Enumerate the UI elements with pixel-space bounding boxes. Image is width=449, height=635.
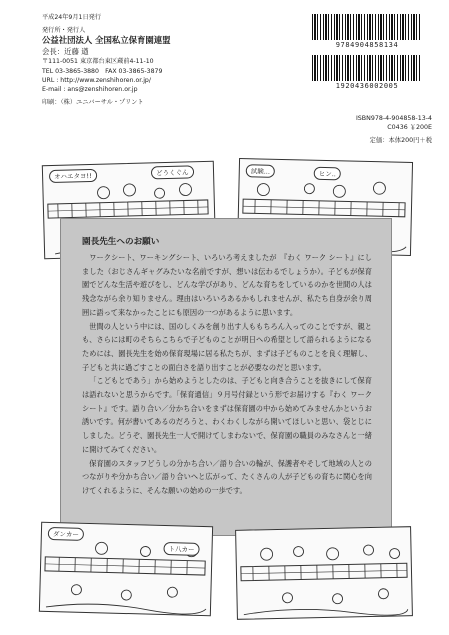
article-heading: 園長先生へのお願い: [82, 237, 160, 247]
barcode-1-digits: 9784904858134: [335, 41, 399, 49]
isbn-info: [332, 115, 432, 146]
article-paragraph: 「こどもとであう」から始めようとしたのは、子どもと向き合うことを抜きにして保育は語れないと思うからです。「保育通信」９月号付録という形でお届けする『わく ワーク シート』です。語り合い／分かち合いをまずは保育園の中から始めてみませんかというお誘いです。何が書いてあるのだろうと、わくわくしながら開いてほしいと思い、袋とじにしました。どうぞ、園長先生一人で開けてしまわないで、保育園の職員のみなさんと一緒に開けてみてください。: [82, 376, 372, 454]
speech-bubble: ト八カー: [163, 542, 199, 556]
speech-bubble: 試験...: [246, 164, 275, 178]
cartoon-bottom-left: [39, 522, 213, 616]
chair-name: 会長：近藤 遒: [42, 47, 89, 57]
classification-code: C0436 ￥200E: [387, 123, 432, 131]
colophon: [42, 13, 252, 107]
printer-name: 印刷：（株）ユニバーサル・プリント: [42, 99, 144, 107]
speech-bubble: ヒン..: [314, 167, 341, 181]
speech-bubble: どうくぐん: [151, 165, 194, 179]
speech-bubble: オハエタヨ!!: [49, 169, 97, 183]
barcode-2: [312, 55, 422, 81]
article-paragraph: ワークシート、ワーキングシート、いろいろ考えましたが 『わく ワーク シート』にしました（おじさんギャグみたいな名前ですが、想いは伝わるでしょうか）。子どもが保育園でどんな生活や遊びをし、どんな学びがあり、どんな育ちをしているのかを世間の人は残念ながら余り知りません。理由はいろいろあるかもしれませんが、私たち自身が余り周囲に語って来なかったことにも原因の一つがあるように思います。: [82, 253, 372, 317]
barcode-2-digits: 1920436002005: [335, 82, 399, 90]
barcode-1: [312, 14, 422, 40]
speech-bubble: ダンカー: [48, 527, 84, 541]
article-paragraph: 保育園のスタッフどうしの分かち合い／語り合いの輪が、保護者やそして地域の人とのつながりや分かち合い／語り合いへと広がって、たくさんの人が子どもの育ちに関心を向けてくれるように、そんな願いの始めの一歩です。: [82, 458, 372, 495]
email-address: E-mail : ans@zenshihoren.or.jp: [42, 86, 138, 94]
issue-date: 平成24年9月1日発行: [42, 14, 102, 21]
cartoon-bottom-right: [235, 526, 413, 620]
isbn-barcodes: [312, 14, 422, 90]
postal-address: 〒111-0051 東京都台東区蔵前4-11-10: [42, 58, 154, 66]
publisher-label: 発行所・発行人: [42, 27, 86, 35]
article-body: [82, 251, 372, 498]
price-label: 定価：本体200円＋税: [369, 137, 432, 145]
organization-name: 公益社団法人 全国私立保育園連盟: [42, 35, 171, 46]
cartoon-drawing: [236, 527, 412, 619]
website-url: URL : http://www.zenshihoren.or.jp/: [42, 76, 151, 84]
isbn-number: ISBN978-4-904858-13-4: [355, 115, 432, 122]
phone-fax: TEL 03-3865-3880 FAX 03-3865-3879: [42, 67, 163, 75]
article-paragraph: 世間の人という中には、国のしくみを創り出す人ももちろん入ってのことですが、親とも、さらには町のそちらこちらで子どものことが明日への希望として語られるようになるためには、園長先生を始め保育現場に居る私たちが、まずは子どものことを良く理解し、子どもと共に過ごすことの面白さを語り出すことが必要なのだと思います。: [82, 321, 372, 372]
